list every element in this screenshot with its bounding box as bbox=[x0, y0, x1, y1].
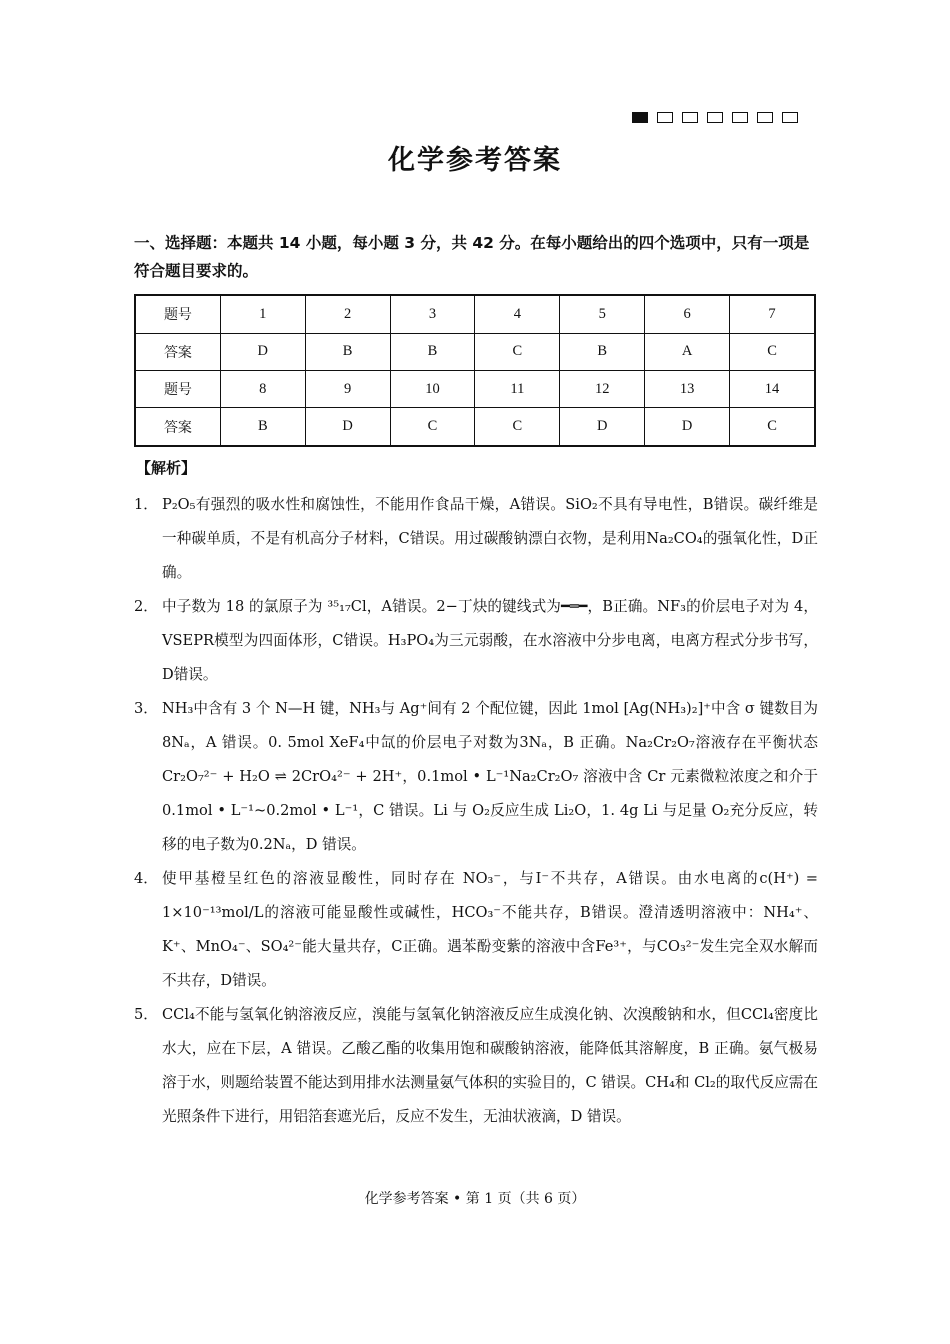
table-cell: 答案 bbox=[135, 408, 220, 446]
table-cell: 13 bbox=[645, 370, 730, 407]
table-cell: 14 bbox=[730, 370, 815, 407]
item-text: NH₃中含有 3 个 N—H 键，NH₃与 Ag⁺间有 2 个配位键，因此 1mol [Ag(NH₃)₂]⁺中含 σ 键数目为8Nₐ，A 错误。0. 5mol XeF₄中氙的价层电子对数为3Nₐ，B 正确。Na₂Cr₂O₇溶液存在平衡状态 Cr₂O₇²⁻ + H₂O ⇌ 2CrO₄²⁻ + 2H⁺，0.1mol • L⁻¹Na₂Cr₂O₇ 溶液中含 Cr 元素微粒浓度之和介于 0.1mol • L⁻¹~0.2mol • L⁻¹，C 错误。Li 与 O₂反应生成 Li₂O，1. 4g Li 与足量 O₂充分反应，转移的电子数为0.2Nₐ，D 错误。 bbox=[162, 700, 818, 853]
table-cell: B bbox=[390, 333, 475, 370]
table-cell: C bbox=[475, 333, 560, 370]
table-cell: C bbox=[730, 333, 815, 370]
item-number: 3． bbox=[134, 700, 158, 717]
table-row bbox=[135, 408, 815, 446]
table-cell: 9 bbox=[305, 370, 390, 407]
list-item bbox=[134, 998, 818, 1134]
table-cell: C bbox=[390, 408, 475, 446]
table-cell: B bbox=[220, 408, 305, 446]
item-text: 使甲基橙呈红色的溶液显酸性，同时存在 NO₃⁻，与I⁻不共存，A错误。由水电离的c(H⁺) = 1×10⁻¹³mol/L的溶液可能显酸性或碱性，HCO₃⁻不能共存，B错误。澄清透明溶液中：NH₄⁺、K⁺、MnO₄⁻、SO₄²⁻能大量共存，C正确。遇苯酚变紫的溶液中含Fe³⁺，与CO₃²⁻发生完全双水解而不共存，D错误。 bbox=[162, 870, 818, 989]
table-cell: D bbox=[560, 408, 645, 446]
table-cell: 2 bbox=[305, 295, 390, 333]
page-mark-current bbox=[632, 112, 648, 123]
table-cell: B bbox=[560, 333, 645, 370]
list-item bbox=[134, 862, 818, 998]
table-cell: 11 bbox=[475, 370, 560, 407]
table-cell: 答案 bbox=[135, 333, 220, 370]
table-cell: 5 bbox=[560, 295, 645, 333]
page-footer: 化学参考答案 • 第 1 页（共 6 页） bbox=[364, 1191, 586, 1207]
table-row bbox=[135, 370, 815, 407]
table-cell: 1 bbox=[220, 295, 305, 333]
page-title: 化学参考答案 bbox=[388, 145, 562, 176]
table-cell: 12 bbox=[560, 370, 645, 407]
item-number: 1． bbox=[134, 496, 158, 513]
section-heading: 一、选择题：本题共 14 小题，每小题 3 分，共 42 分。在每小题给出的四个选项中，只有一项是符合题目要求的。 bbox=[134, 234, 810, 280]
table-cell: C bbox=[730, 408, 815, 446]
item-text: CCl₄不能与氢氧化钠溶液反应，溴能与氢氧化钠溶液反应生成溴化钠、次溴酸钠和水，但CCl₄密度比水大，应在下层，A 错误。乙酸乙酯的收集用饱和碳酸钠溶液，能降低其溶解度，B 正确。氨气极易溶于水，则题给装置不能达到用排水法测量氨气体积的实验目的，C 错误。CH₄和 Cl₂的取代反应需在光照条件下进行，用铝箔套遮光后，反应不发生，无油状液滴，D 错误。 bbox=[162, 1006, 818, 1125]
item-number: 4． bbox=[134, 870, 158, 887]
item-number: 2． bbox=[134, 598, 158, 615]
table-row bbox=[135, 333, 815, 370]
table-row bbox=[135, 295, 815, 333]
table-cell: D bbox=[645, 408, 730, 446]
item-number: 5． bbox=[134, 1006, 158, 1023]
page-mark bbox=[757, 112, 773, 123]
item-text: P₂O₅有强烈的吸水性和腐蚀性，不能用作食品干燥，A错误。SiO₂不具有导电性，B错误。碳纤维是一种碳单质，不是有机高分子材料，C错误。用过碳酸钠漂白衣物，是利用Na₂CO₄的强氧化性，D正确。 bbox=[162, 496, 818, 581]
list-item bbox=[134, 488, 818, 590]
table-cell: 3 bbox=[390, 295, 475, 333]
table-cell: B bbox=[305, 333, 390, 370]
table-cell: 题号 bbox=[135, 370, 220, 407]
list-item bbox=[134, 590, 818, 692]
table-cell: D bbox=[305, 408, 390, 446]
analysis-heading: 【解析】 bbox=[136, 459, 197, 477]
table-cell: 6 bbox=[645, 295, 730, 333]
page-mark bbox=[707, 112, 723, 123]
page-mark bbox=[732, 112, 748, 123]
table-cell: 4 bbox=[475, 295, 560, 333]
page-indicator bbox=[632, 112, 798, 123]
item-text: 中子数为 18 的氯原子为 ³⁵₁₇Cl，A错误。2−丁炔的键线式为━═━，B正确。NF₃的价层电子对为 4，VSEPR模型为四面体形，C错误。H₃PO₄为三元弱酸，在水溶液中分步电离，电离方程式分步书写，D错误。 bbox=[162, 598, 818, 683]
analysis-list bbox=[134, 488, 818, 1134]
table-cell: A bbox=[645, 333, 730, 370]
table-cell: C bbox=[475, 408, 560, 446]
page-mark bbox=[782, 112, 798, 123]
table-cell: 7 bbox=[730, 295, 815, 333]
table-cell: 10 bbox=[390, 370, 475, 407]
table-cell: 题号 bbox=[135, 295, 220, 333]
table-cell: D bbox=[220, 333, 305, 370]
answer-table bbox=[134, 294, 816, 447]
page-mark bbox=[682, 112, 698, 123]
table-cell: 8 bbox=[220, 370, 305, 407]
list-item bbox=[134, 692, 818, 862]
page-mark bbox=[657, 112, 673, 123]
